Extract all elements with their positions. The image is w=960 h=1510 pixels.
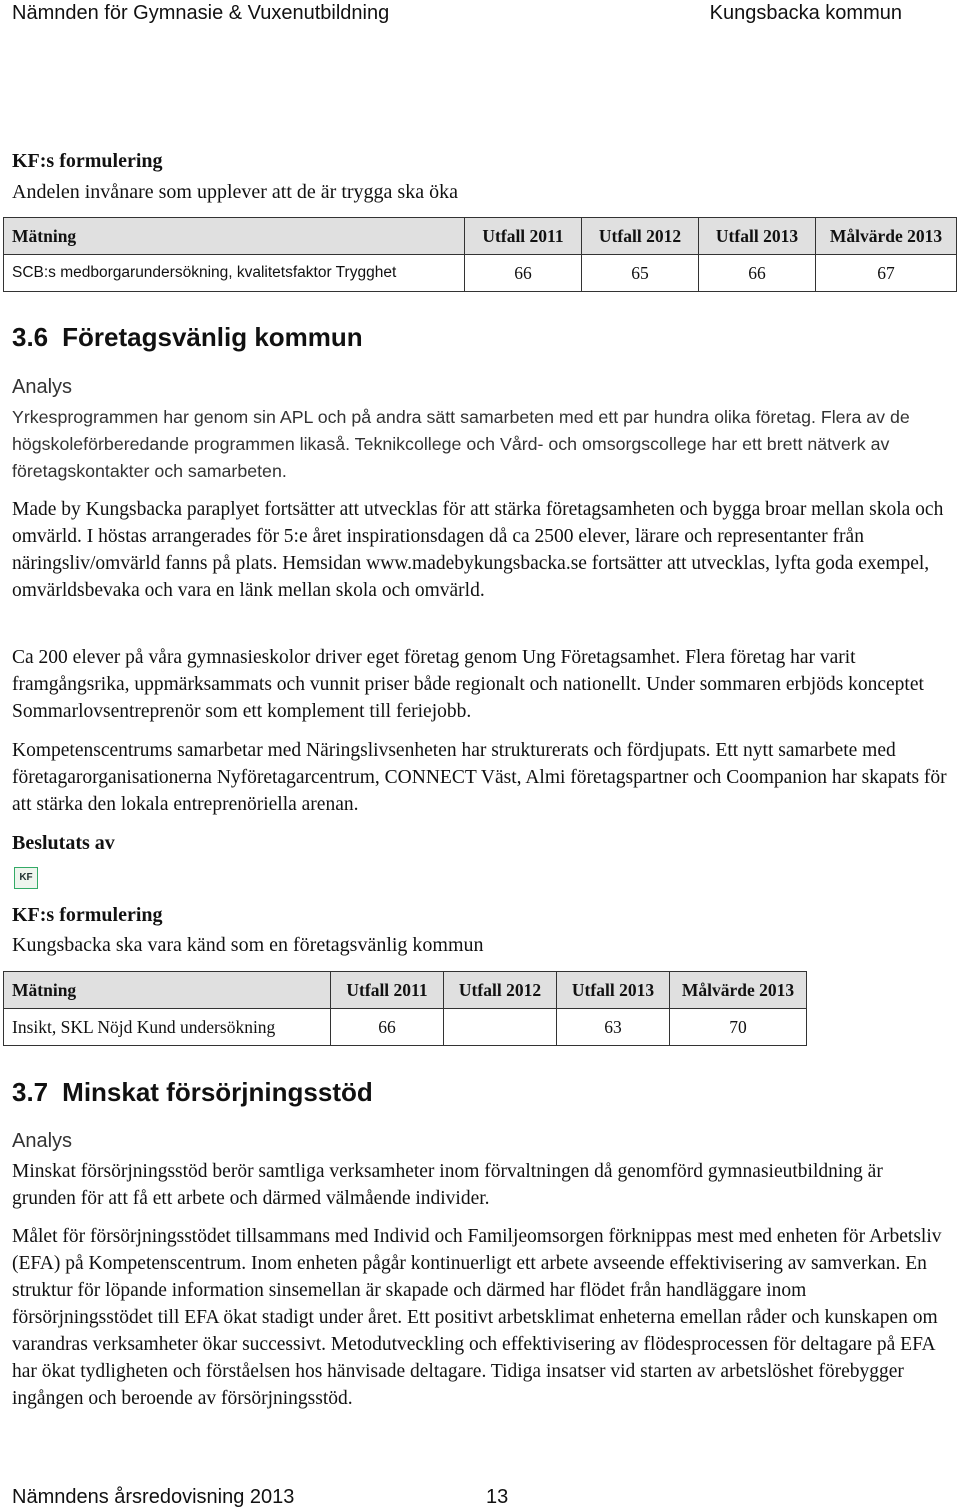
table-header-row [4,972,807,1009]
kf-label: KF:s formulering [12,150,163,172]
paragraph: Yrkesprogrammen har genom sin APL och på andra sätt samarbeten med ett par hundra olika företag. Flera av de högskoleförberedande programmen likaså. Teknikcollege och Vård- och omsorgscollege har ett brett nätverk av företagskontakter och samarbeten. [12,407,910,481]
header-cell: Utfall 2011 [331,972,444,1009]
table-cell: 63 [557,1009,670,1046]
table-cell: 67 [816,255,957,292]
footer-title: Nämndens årsredovisning 2013 [12,1486,295,1508]
table-cell: 65 [582,255,699,292]
paragraph: Målet för försörjningsstödet tillsammans med Individ och Familjeomsorgen förknippas mest med enheten för Arbetsliv (EFA) på Kompetenscentrum. Inom enheten pågår kontinuerligt ett arbete avseende effektivisering av samverkan. En struktur för löpande information sinsemellan är skapade och därmed har flödet från handläggare inom försörjningsstödet till EFA ökat stadigt under året. Ett positivt arbetsklimat enheterna emellan råder och kunskapen om varandras verksamheter ökar successivt. Metodutveckling och effektivisering av flödesprocessen för deltagare på EFA har ökat tydligheten och förståelsen hos hänvisade deltagare. Tidiga insatser vid starten av arbetslöshet förebygger ingången och beroende av försörjningsstöd. [12,1226,942,1409]
table-cell: SCB:s medborgarundersökning, kvalitetsfaktor Trygghet [4,255,465,292]
measurement-table-foretagsvanlig [3,971,807,1046]
kf-text: Andelen invånare som upplever att de är trygga ska öka [12,181,458,203]
analys-heading: Analys [12,376,73,398]
table-header-row [4,218,957,255]
table-cell: 70 [670,1009,807,1046]
header-cell: Utfall 2013 [699,218,816,255]
section-number: 3.7 [12,1077,49,1107]
table-cell: 66 [699,255,816,292]
table-row [4,1009,807,1046]
table-row [4,255,957,292]
section-title: Minskat försörjningsstöd [62,1077,373,1107]
header-cell: Mätning [4,218,465,255]
header-cell: Målvärde 2013 [816,218,957,255]
beslutats-heading: Beslutats av [12,832,115,854]
paragraph: Made by Kungsbacka paraplyet fortsätter att utvecklas för att stärka företagsamheten och bygga broar mellan skola och omvärld. I höstas arrangerades för 5:e året inspirationsdagen då ca 2500 elever, lärare och representanter från näringsliv/omvärld fanns på plats. Hemsidan www.madebykungsbacka.se fortsätter att utvecklas, lyfta goda exempel, omvärldsbevaka och vara en länk mellan skola och omvärld. [12,499,944,601]
table-cell: 66 [465,255,582,292]
page-number: 13 [486,1486,509,1508]
kf-text: Kungsbacka ska vara känd som en företagsvänlig kommun [12,934,484,956]
paragraph: Minskat försörjningsstöd berör samtliga verksamheter inom förvaltningen då genomförd gymnasieutbildning är grunden för att få ett arbete och därmed välmående individer. [12,1161,883,1209]
measurement-table-trygghet [3,217,957,292]
section-number: 3.6 [12,322,49,352]
header-cell: Utfall 2012 [582,218,699,255]
header-cell: Målvärde 2013 [670,972,807,1009]
header-cell: Mätning [4,972,331,1009]
paragraph: Kompetenscentrums samarbetar med Näringslivsenheten har strukturerats och fördjupats. Ett nytt samarbete med företagarorganisationerna Nyföretagarcentrum, CONNECT Väst, Almi företagspartner och Coompanion har skapats för att stärka den lokala entreprenöriella arenan. [12,740,947,815]
header-cell: Utfall 2012 [444,972,557,1009]
section-heading-3-6 [12,322,363,353]
analys-heading: Analys [12,1130,73,1152]
section-title: Företagsvänlig kommun [62,322,363,352]
kf-badge-icon: KF [14,867,38,889]
table-cell: 66 [331,1009,444,1046]
kf-label: KF:s formulering [12,904,163,926]
header-cell: Utfall 2013 [557,972,670,1009]
header-title: Nämnden för Gymnasie & Vuxenutbildning [12,2,390,24]
section-heading-3-7 [12,1077,373,1108]
table-cell: Insikt, SKL Nöjd Kund undersökning [4,1009,331,1046]
table-cell [444,1009,557,1046]
paragraph: Ca 200 elever på våra gymnasieskolor driver eget företag genom Ung Företagsamhet. Flera företag har varit framgångsrika, uppmärksammats och vunnit priser både regionalt och nationellt. Under sommaren erbjöds konceptet Sommarlovsentreprenör som ett komplement till feriejobb. [12,647,924,722]
header-municipality: Kungsbacka kommun [709,2,902,24]
header-cell: Utfall 2011 [465,218,582,255]
